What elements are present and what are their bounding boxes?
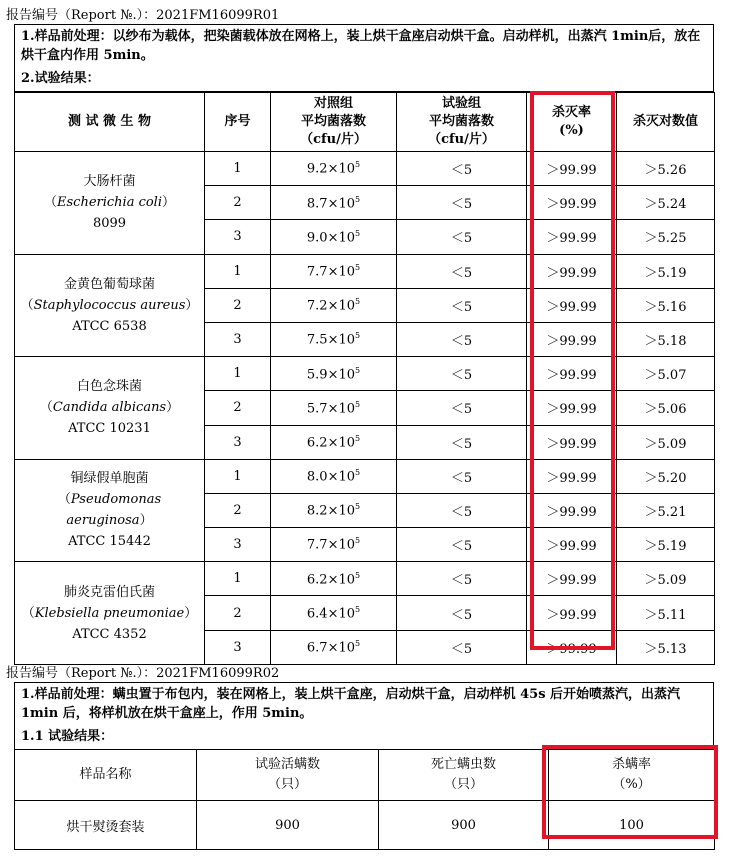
control-cell-value: 5.7×10 <box>306 401 355 417</box>
test-cell <box>397 152 527 186</box>
seq-cell <box>205 254 271 288</box>
header-test-line2: 平均菌落数 <box>428 114 494 129</box>
log-cell <box>617 493 715 527</box>
report-number-1: 报告编号（Report №.）：2021FM16099R01 <box>6 8 280 23</box>
control-cell-value: 8.0×10 <box>306 469 355 485</box>
seq-cell <box>205 493 271 527</box>
control-cell <box>271 288 397 322</box>
log-cell <box>617 630 715 664</box>
kill-rate-cell-value: ＞99.99 <box>546 197 597 213</box>
header-kill-rate-line2: (%) <box>559 123 584 138</box>
kill-rate-cell-value: ＞99.99 <box>546 265 597 281</box>
organism-cn: 铜绿假单胞菌 <box>70 471 149 487</box>
test-cell <box>397 357 527 391</box>
test-cell <box>397 322 527 356</box>
seq-cell-value: 2 <box>233 502 242 518</box>
mite-header-rate-line2: （%） <box>612 777 651 792</box>
test-cell-value: ＜5 <box>450 573 473 589</box>
log-cell <box>617 322 715 356</box>
header-control-line2: 平均菌落数 <box>300 114 366 129</box>
header-seq: 序号 <box>205 93 271 152</box>
kill-rate-cell-value: ＞99.99 <box>546 163 597 179</box>
test-cell-value: ＜5 <box>450 436 473 452</box>
seq-cell <box>205 357 271 391</box>
seq-cell-value: 1 <box>233 263 242 279</box>
pretreatment-box-1 <box>14 24 714 92</box>
seq-cell-value: 3 <box>233 332 242 348</box>
test-cell-value: ＜5 <box>450 197 473 213</box>
header-log: 杀灭对数值 <box>617 93 715 152</box>
test-cell-value: ＜5 <box>450 402 473 418</box>
log-cell <box>617 186 715 220</box>
header-control-line3: （cfu/片） <box>300 132 367 147</box>
log-cell-value: ＞5.19 <box>644 539 687 555</box>
control-cell <box>271 152 397 186</box>
seq-cell-value: 1 <box>233 468 242 484</box>
header-control-line1: 对照组 <box>313 96 353 111</box>
seq-cell <box>205 288 271 322</box>
kill-rate-cell-value: ＞99.99 <box>546 231 597 247</box>
seq-cell <box>205 459 271 493</box>
header-test-line1: 试验组 <box>441 96 481 111</box>
log-cell-value: ＞5.07 <box>644 368 687 384</box>
organism-strain: ATCC 15442 <box>68 534 151 550</box>
test-cell-value: ＜5 <box>450 368 473 384</box>
seq-cell-value: 1 <box>233 161 242 177</box>
kill-rate-cell-value: ＞99.99 <box>546 607 597 623</box>
header-test-line3: （cfu/片） <box>428 132 495 147</box>
log-cell <box>617 596 715 630</box>
organism-strain: 8099 <box>92 216 127 232</box>
control-cell-value: 5 <box>355 639 361 649</box>
log-cell-value: ＞5.09 <box>644 573 687 589</box>
test-cell-value: ＜5 <box>450 470 473 486</box>
log-cell-value: ＞5.06 <box>644 402 687 418</box>
log-cell-value: ＞5.11 <box>644 607 687 623</box>
seq-cell-value: 2 <box>233 195 242 211</box>
organism-cell <box>15 357 205 460</box>
log-cell-value: ＞5.16 <box>644 299 687 315</box>
seq-cell-value: 1 <box>233 571 242 587</box>
results-title-2: 1.1 试验结果： <box>21 729 114 744</box>
test-cell-value: ＜5 <box>450 299 473 315</box>
log-cell <box>617 528 715 562</box>
test-cell <box>397 288 527 322</box>
control-cell-value: 6.7×10 <box>306 640 355 656</box>
control-cell-value: 5.9×10 <box>306 366 355 382</box>
mite-header-test-line1: 试验活螨数 <box>254 757 320 772</box>
control-cell-value: 8.2×10 <box>306 503 355 519</box>
control-cell-value: 5 <box>355 297 361 307</box>
mite-cell-name: 烘干熨烫套装 <box>15 801 197 850</box>
results-title-1: 2.试验结果： <box>21 71 100 86</box>
control-cell <box>271 596 397 630</box>
mite-cell-test: 900 <box>197 801 379 850</box>
seq-cell-value: 2 <box>233 400 242 416</box>
control-cell <box>271 562 397 596</box>
organism-cn: 金黄色葡萄球菌 <box>63 276 155 292</box>
kill-rate-highlight-box <box>530 91 615 650</box>
test-cell-value: ＜5 <box>450 334 473 350</box>
kill-rate-cell-value: ＞99.99 <box>546 402 597 418</box>
seq-cell-value: 2 <box>233 605 242 621</box>
control-cell <box>271 425 397 459</box>
organism-strain: ATCC 4352 <box>72 626 147 642</box>
mite-header-test <box>197 750 379 801</box>
control-cell <box>271 357 397 391</box>
log-cell-value: ＞5.20 <box>644 470 687 486</box>
log-cell <box>617 254 715 288</box>
seq-cell-value: 3 <box>233 229 242 245</box>
kill-rate-cell-value: ＞99.99 <box>546 573 597 589</box>
log-cell-value: ＞5.19 <box>644 265 687 281</box>
test-cell <box>397 596 527 630</box>
control-cell-value: 5 <box>355 433 361 443</box>
organism-strain: ATCC 6538 <box>72 318 147 334</box>
seq-cell <box>205 152 271 186</box>
control-cell <box>271 254 397 288</box>
organism-cn: 大肠杆菌 <box>83 174 136 190</box>
kill-rate-cell-value: ＞99.99 <box>546 436 597 452</box>
pretreatment-text-1: 1.样品前处理：以纱布为载体，把染菌载体放在网格上，装上烘干盒座启动烘干盒。启动样机，出蒸汽 1min后，放在烘干盒内作用 5min。 <box>21 29 701 63</box>
organism-cell <box>15 254 205 357</box>
control-cell <box>271 186 397 220</box>
organism-strain: ATCC 10231 <box>68 421 151 437</box>
seq-cell <box>205 630 271 664</box>
control-cell-value: 5 <box>355 399 361 409</box>
test-cell <box>397 425 527 459</box>
organism-cell <box>15 562 205 665</box>
log-cell-value: ＞5.24 <box>644 197 687 213</box>
header-organism: 测 试 微 生 物 <box>15 93 205 152</box>
log-cell-value: ＞5.21 <box>644 504 687 520</box>
test-cell <box>397 493 527 527</box>
report-number-2: 报告编号（Report №.）：2021FM16099R02 <box>6 666 280 681</box>
control-cell <box>271 322 397 356</box>
organism-latin: （Klebsiella pneumoniae） <box>21 605 198 621</box>
control-cell-value: 5 <box>355 502 361 512</box>
control-cell-value: 6.2×10 <box>306 572 355 587</box>
control-cell-value: 5 <box>355 536 361 546</box>
seq-cell <box>205 562 271 596</box>
test-cell <box>397 528 527 562</box>
test-cell <box>397 220 527 254</box>
log-cell <box>617 288 715 322</box>
kill-rate-cell-value: ＞99.99 <box>546 641 597 657</box>
test-cell <box>397 630 527 664</box>
kill-rate-cell-value: ＞99.99 <box>546 368 597 384</box>
log-cell <box>617 220 715 254</box>
control-cell-value: 6.4×10 <box>306 606 355 622</box>
control-cell-value: 7.5×10 <box>306 332 355 348</box>
control-cell <box>271 391 397 425</box>
test-cell <box>397 459 527 493</box>
test-cell <box>397 254 527 288</box>
test-cell-value: ＜5 <box>450 539 473 555</box>
log-cell <box>617 357 715 391</box>
seq-cell-value: 3 <box>233 434 242 450</box>
test-cell-value: ＜5 <box>450 231 473 247</box>
test-cell-value: ＜5 <box>450 641 473 657</box>
seq-cell <box>205 391 271 425</box>
control-cell-value: 5 <box>355 331 361 341</box>
control-cell <box>271 459 397 493</box>
mite-header-dead-line1: 死亡螨虫数 <box>430 757 496 772</box>
seq-cell <box>205 596 271 630</box>
test-cell <box>397 391 527 425</box>
organism-latin-2: aeruginosa） <box>66 513 153 529</box>
test-cell-value: ＜5 <box>450 504 473 520</box>
seq-cell-value: 1 <box>233 366 242 382</box>
seq-cell <box>205 528 271 562</box>
control-cell-value: 5 <box>355 468 361 478</box>
organism-latin: （Candida albicans） <box>39 400 180 416</box>
log-cell <box>617 562 715 596</box>
control-cell-value: 9.0×10 <box>306 230 355 246</box>
mite-header-rate-line1: 杀螨率 <box>611 757 651 772</box>
mite-header-test-line2: （只） <box>267 777 307 792</box>
kill-rate-cell-value: ＞99.99 <box>546 334 597 350</box>
control-cell <box>271 220 397 254</box>
log-cell-value: ＞5.13 <box>644 641 687 657</box>
control-cell-value: 7.2×10 <box>306 298 355 314</box>
organism-latin: （Staphylococcus aureus） <box>20 297 199 313</box>
control-cell-value: 5 <box>355 194 361 204</box>
seq-cell <box>205 220 271 254</box>
seq-cell <box>205 425 271 459</box>
organism-latin: （Pseudomonas <box>57 492 162 508</box>
control-cell <box>271 493 397 527</box>
kill-rate-cell-value: ＞99.99 <box>546 299 597 315</box>
control-cell-value: 7.7×10 <box>306 537 355 553</box>
control-cell-value: 5 <box>355 604 361 614</box>
test-cell <box>397 562 527 596</box>
control-cell-value: 5 <box>355 365 361 375</box>
log-cell <box>617 459 715 493</box>
organism-cell <box>15 152 205 255</box>
kill-rate-cell-value: ＞99.99 <box>546 470 597 486</box>
pretreatment-box-2 <box>14 682 714 750</box>
log-cell-value: ＞5.25 <box>644 231 687 247</box>
organism-cn: 肺炎克雷伯氏菌 <box>63 584 155 600</box>
test-cell <box>397 186 527 220</box>
log-cell <box>617 152 715 186</box>
header-kill-rate-line1: 杀灭率 <box>551 105 591 120</box>
control-cell-value: 7.7×10 <box>306 264 355 280</box>
control-cell-value: 8.7×10 <box>306 195 355 211</box>
control-cell-value: 5 <box>355 160 361 170</box>
header-control <box>271 93 397 152</box>
organism-latin: （Escherichia coli） <box>43 195 176 211</box>
organism-cn: 白色念珠菌 <box>76 379 142 395</box>
seq-cell-value: 3 <box>233 537 242 553</box>
control-cell-value: 9.2×10 <box>306 161 355 177</box>
kill-rate-cell-value: ＞99.99 <box>546 504 597 520</box>
log-cell-value: ＞5.09 <box>644 436 687 452</box>
control-cell <box>271 528 397 562</box>
mite-header-dead <box>379 750 549 801</box>
log-cell-value: ＞5.26 <box>644 163 687 179</box>
control-cell <box>271 630 397 664</box>
mite-cell-dead: 900 <box>379 801 549 850</box>
kill-rate-cell-value: ＞99.99 <box>546 539 597 555</box>
seq-cell-value: 3 <box>233 639 242 655</box>
log-cell <box>617 391 715 425</box>
seq-cell-value: 2 <box>233 297 242 313</box>
mite-header-name: 样品名称 <box>15 750 197 801</box>
seq-cell <box>205 322 271 356</box>
control-cell-value: 5 <box>355 228 361 238</box>
log-cell <box>617 425 715 459</box>
test-cell-value: ＜5 <box>450 607 473 623</box>
mite-rate-highlight-box <box>542 745 718 839</box>
mite-header-dead-line2: （只） <box>443 777 483 792</box>
control-cell-value: 5 <box>355 570 361 580</box>
organism-cell <box>15 459 205 562</box>
log-cell-value: ＞5.18 <box>644 334 687 350</box>
control-cell-value: 6.2×10 <box>306 435 355 451</box>
seq-cell <box>205 186 271 220</box>
control-cell-value: 5 <box>355 262 361 272</box>
test-cell-value: ＜5 <box>450 265 473 281</box>
header-test <box>397 93 527 152</box>
test-cell-value: ＜5 <box>450 163 473 179</box>
mite-cell-rate: 100 <box>549 801 715 850</box>
pretreatment-text-2: 1.样品前处理：螨虫置于布包内，装在网格上，装上烘干盒座，启动烘干盒，启动样机 45s 后开始喷蒸汽，出蒸汽 1min 后，将样机放在烘干盒座上，作用 5min。 <box>21 687 681 721</box>
